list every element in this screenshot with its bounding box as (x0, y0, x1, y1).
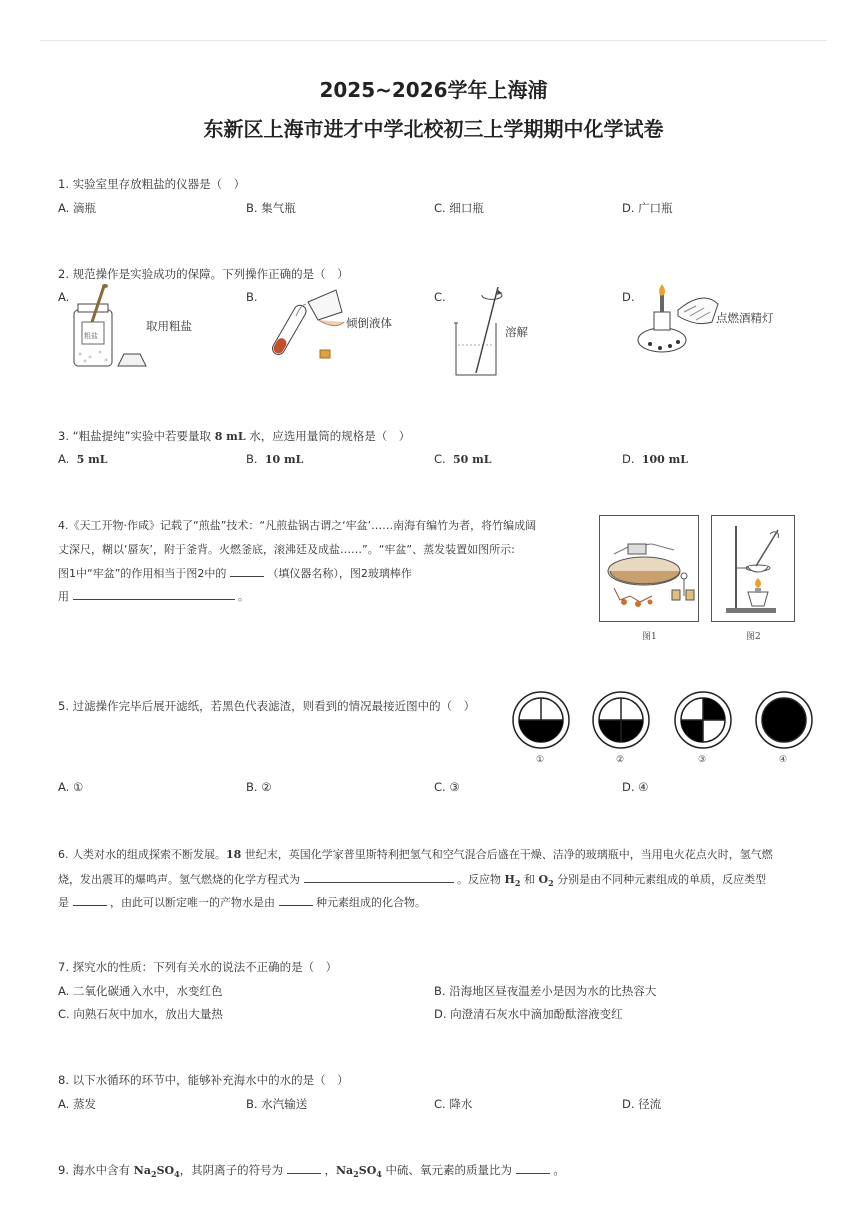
q2-option-b[interactable]: B. (246, 290, 258, 304)
formula-subscript: 2 (353, 1169, 359, 1180)
alcohol-lamp-illustration (634, 282, 724, 357)
q4-line-3-text-2: （填仪器名称），图2玻璃棒作 (263, 567, 412, 580)
h2-formula (504, 873, 521, 889)
q6-text-7: 是 (58, 896, 73, 909)
q1-option-c[interactable]: C. 细口瓶 (434, 201, 484, 215)
q3-option-letter: B. (246, 452, 258, 466)
q6-line-3 (58, 893, 426, 910)
q6-text-5: 和 (520, 873, 539, 886)
figure-2-label: 图2 (746, 632, 761, 642)
q2-caption-c: 溶解 (505, 325, 528, 339)
q6-text-2: 世纪末，英国化学家普里斯特利把氢气和空气混合后盛在干燥、洁净的玻璃瓶中，当用电火花点火时，氢气燃 (241, 848, 773, 861)
q8-stem: 8. 以下水循环的环节中，能够补充海水中的水的是（ ） (58, 1073, 349, 1087)
sodium-sulfate-formula (133, 1164, 180, 1180)
q8-option-d[interactable]: D. 径流 (622, 1097, 662, 1111)
q4-line-3 (58, 564, 412, 581)
circle-label-1: ① (536, 755, 545, 765)
q4-line-2: 丈深尺，糊以‘蜃灰’，附于釜背。火燃釜底，滚沸廷及成盐……”。“牢盆”、蒸发装置如图所示: (58, 543, 515, 556)
dissolving-beaker-illustration (448, 283, 508, 381)
q5-stem: 5. 过滤操作完毕后展开滤纸，若黑色代表滤渣，则看到的情况最接近图中的（ ） (58, 699, 476, 713)
q9-text: 9. 海水中含有 (58, 1163, 134, 1177)
q1-option-d[interactable]: D. 广口瓶 (622, 201, 673, 215)
o2-symbol: O (538, 873, 549, 886)
q2-caption-a: 取用粗盐 (146, 319, 192, 333)
sodium-sulfate-formula-2 (335, 1164, 382, 1180)
q3-stem-text-2: 水，应选用量筒的规格是（ ） (245, 429, 411, 443)
q3-option-value: 5 mL (76, 453, 108, 466)
q5-option-b[interactable]: B. ② (246, 780, 272, 794)
filter-circle-3 (675, 692, 731, 748)
q6-text: 6. 人类对水的组成探索不断发展。 (58, 848, 226, 861)
circle-label-3: ③ (698, 755, 707, 765)
q9-text-5: 。 (549, 1163, 565, 1177)
q3-option-b[interactable] (246, 452, 303, 466)
q1-stem: 1. 实验室里存放粗盐的仪器是（ ） (58, 177, 246, 191)
figure-2-evaporation-setup (711, 515, 795, 622)
q2-option-c[interactable]: C. (434, 290, 446, 304)
q6-text-4: 。反应物 (453, 873, 505, 886)
q3-option-letter: C. (434, 452, 446, 466)
q7-option-d[interactable]: D. 向澄清石灰水中滴加酚酞溶液变红 (434, 1007, 623, 1021)
q3-option-a[interactable] (58, 452, 108, 466)
figure-1-salt-pan (599, 515, 699, 622)
q2-caption-d: 点燃酒精灯 (716, 311, 774, 325)
q6-blank-type[interactable] (73, 893, 107, 906)
q6-text-9: 种元素组成的化合物。 (312, 896, 426, 909)
h2-symbol: H (504, 873, 515, 886)
title-line-1: 2025~2026学年上海浦 (319, 78, 548, 102)
q1-option-b[interactable]: B. 集气瓶 (246, 201, 296, 215)
q4-blank-1[interactable] (230, 564, 264, 577)
q5-option-a[interactable]: A. ① (58, 780, 84, 794)
q8-option-b[interactable]: B. 水汽输送 (246, 1097, 308, 1111)
filter-circle-4 (756, 692, 812, 748)
q3-option-d[interactable] (622, 452, 688, 466)
q2-option-d[interactable]: D. (622, 290, 635, 304)
o2-formula (538, 873, 554, 889)
q3-stem-volume: 8 mL (214, 430, 246, 443)
q3-option-value: 50 mL (453, 453, 492, 466)
pouring-liquid-illustration (258, 282, 348, 367)
filter-circle-2 (593, 692, 649, 748)
o2-subscript: 2 (548, 878, 554, 889)
formula-subscript: 4 (376, 1169, 382, 1180)
q9-text-4: 中硫、氧元素的质量比为 (381, 1163, 516, 1177)
formula-subscript: 2 (150, 1169, 157, 1180)
h2-subscript: 2 (514, 878, 521, 889)
q6-century: 18 (226, 848, 242, 861)
q2-caption-b: 倾倒液体 (346, 316, 392, 330)
q4-blank-2[interactable] (73, 587, 235, 600)
q3-option-letter: A. (58, 452, 70, 466)
q3-option-value: 10 mL (264, 453, 304, 466)
q1-option-a[interactable]: A. 滴瓶 (58, 201, 96, 215)
q3-option-letter: D. (622, 452, 635, 466)
q3-stem-text: 3. “粗盐提纯”实验中若要量取 (58, 429, 215, 443)
figure-1-label: 图1 (642, 632, 657, 642)
q4-line-4-text: 用 (58, 590, 73, 603)
q9-blank-ratio[interactable] (516, 1161, 550, 1174)
q6-text-8: ，由此可以断定唯一的产物水是由 (106, 896, 279, 909)
q6-text-6: 分别是由不同种元素组成的单质，反应类型 (553, 873, 767, 886)
top-rule (40, 40, 827, 41)
q3-option-c[interactable] (434, 452, 492, 466)
q6-text-3: 烧，发出震耳的爆鸣声。氢气燃烧的化学方程式为 (58, 873, 304, 886)
q3-option-value: 100 mL (641, 453, 688, 466)
formula-part: Na (335, 1164, 354, 1177)
q9-text-2: ，其阴离子的符号为 (179, 1163, 287, 1177)
formula-subscript: 4 (174, 1169, 180, 1180)
q9-blank-anion[interactable] (287, 1161, 321, 1174)
q4-line-3-text: 图1中“牢盆”的作用相当于图2中的 (58, 567, 230, 580)
q7-option-a[interactable]: A. 二氧化碳通入水中，水变红色 (58, 984, 223, 998)
q5-option-d[interactable]: D. ④ (622, 780, 649, 794)
formula-part: SO (358, 1164, 377, 1177)
q2-option-a[interactable]: A. (58, 290, 70, 304)
q3-stem (58, 428, 410, 444)
q9-stem (58, 1161, 565, 1179)
title-line-2: 东新区上海市进才中学北校初三上学期期中化学试卷 (203, 117, 664, 141)
q6-blank-equation[interactable] (304, 870, 454, 883)
formula-part: Na (133, 1164, 151, 1177)
q4-line-1: 4.《天工开物·作咸》记载了“煎盐”技术：“凡煎盐锅古谓之‘牢盆’……南海有编竹为者，将竹编成阔 (58, 519, 537, 532)
q8-option-a[interactable]: A. 蒸发 (58, 1097, 96, 1111)
circle-label-2: ② (616, 755, 625, 765)
filter-paper-circles (508, 690, 818, 770)
q2-stem: 2. 规范操作是实验成功的保障。下列操作正确的是（ ） (58, 267, 349, 281)
filter-circle-1 (513, 692, 569, 748)
svg-text:粗盐: 粗盐 (84, 332, 98, 340)
q6-line-2 (58, 870, 766, 888)
q5-option-c[interactable]: C. ③ (434, 780, 460, 794)
q7-option-c[interactable]: C. 向熟石灰中加水，放出大量热 (58, 1007, 223, 1021)
q6-line-1 (58, 846, 773, 862)
q4-line-4-text-2: 。 (234, 590, 249, 603)
formula-part: SO (156, 1164, 175, 1177)
q4-line-4 (58, 587, 249, 604)
q7-option-b[interactable]: B. 沿海地区昼夜温差小是因为水的比热容大 (434, 984, 657, 998)
q9-text-3: ， (320, 1163, 336, 1177)
q7-stem: 7. 探究水的性质：下列有关水的说法不正确的是（ ） (58, 960, 338, 974)
q6-blank-count[interactable] (279, 893, 313, 906)
circle-label-4: ④ (779, 755, 788, 765)
q8-option-c[interactable]: C. 降水 (434, 1097, 473, 1111)
